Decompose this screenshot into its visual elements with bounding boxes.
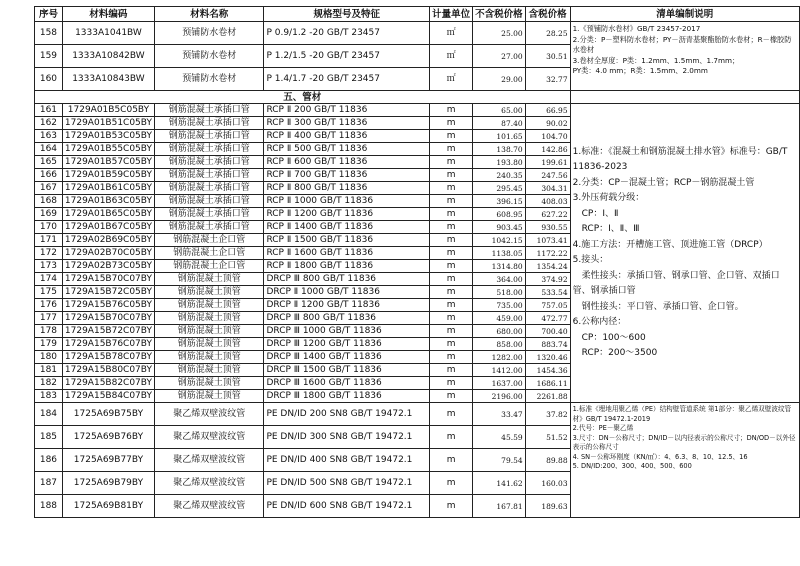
price-excl-tax: 735.00 (473, 299, 526, 312)
material-name: 钢筋混凝土承插口管 (154, 130, 263, 143)
material-name: 钢筋混凝土顶管 (154, 364, 263, 377)
material-spec: DRCP Ⅲ 1500 GB/T 11836 (264, 364, 430, 377)
material-code: 1729A01B57C05BY (62, 156, 154, 169)
material-spec: DRCP Ⅲ 1800 GB/T 11836 (264, 390, 430, 403)
material-name: 预铺防水卷材 (154, 22, 263, 45)
row-number: 186 (35, 449, 63, 472)
price-incl-tax: 757.05 (525, 299, 570, 312)
material-spec: DRCP Ⅲ 1600 GB/T 11836 (264, 377, 430, 390)
material-name: 钢筋混凝土顶管 (154, 351, 263, 364)
row-number: 173 (35, 260, 63, 273)
row-number: 181 (35, 364, 63, 377)
description-line: 2.分类：CP－混凝土管；RCP－钢筋混凝土管 (572, 177, 755, 188)
material-spec: RCP Ⅱ 1400 GB/T 11836 (264, 221, 430, 234)
description-line: 4.施工方法：开槽施工管、顶进施工管（DRCP） (572, 239, 768, 250)
material-spec: DRCP Ⅲ 1000 GB/T 11836 (264, 325, 430, 338)
material-code: 1729A02B73C05BY (62, 260, 154, 273)
price-incl-tax: 2261.88 (525, 390, 570, 403)
price-excl-tax: 141.62 (473, 472, 526, 495)
material-spec: RCP Ⅱ 1500 GB/T 11836 (264, 234, 430, 247)
material-name: 钢筋混凝土承插口管 (154, 208, 263, 221)
table-row (35, 104, 800, 117)
material-spec: DRCP Ⅲ 1400 GB/T 11836 (264, 351, 430, 364)
price-excl-tax: 33.47 (473, 403, 526, 426)
material-spec: PE DN/ID 400 SN8 GB/T 19472.1 (264, 449, 430, 472)
material-code: 1729A01B55C05BY (62, 143, 154, 156)
price-excl-tax: 295.45 (473, 182, 526, 195)
price-excl-tax: 608.95 (473, 208, 526, 221)
row-number: 164 (35, 143, 63, 156)
section-row (35, 91, 800, 104)
material-spec: RCP Ⅱ 400 GB/T 11836 (264, 130, 430, 143)
unit: m (430, 390, 473, 403)
header-price-ex: 不含税价格 (473, 7, 526, 22)
material-spec: RCP Ⅱ 1200 GB/T 11836 (264, 208, 430, 221)
price-excl-tax: 27.00 (473, 45, 526, 68)
material-spec: RCP Ⅱ 800 GB/T 11836 (264, 182, 430, 195)
row-number: 171 (35, 234, 63, 247)
row-number: 168 (35, 195, 63, 208)
material-code: 1725A69B75BY (62, 403, 154, 426)
material-name: 聚乙烯双壁波纹管 (154, 472, 263, 495)
price-incl-tax: 30.51 (525, 45, 570, 68)
description-line: CP：100～600 (572, 332, 646, 343)
price-excl-tax: 25.00 (473, 22, 526, 45)
price-excl-tax: 87.40 (473, 117, 526, 130)
unit: m (430, 130, 473, 143)
row-number: 182 (35, 377, 63, 390)
price-incl-tax: 1354.24 (525, 260, 570, 273)
unit: m (430, 377, 473, 390)
row-number: 167 (35, 182, 63, 195)
group-a-description (570, 22, 799, 91)
price-excl-tax: 518.00 (473, 286, 526, 299)
material-spec: RCP Ⅱ 1000 GB/T 11836 (264, 195, 430, 208)
unit: m (430, 234, 473, 247)
material-spec: RCP Ⅱ 300 GB/T 11836 (264, 117, 430, 130)
price-incl-tax: 1454.36 (525, 364, 570, 377)
unit: m (430, 208, 473, 221)
unit: m (430, 195, 473, 208)
material-spec: PE DN/ID 600 SN8 GB/T 19472.1 (264, 495, 430, 518)
row-number: 183 (35, 390, 63, 403)
unit: m (430, 338, 473, 351)
header-desc: 清单编制说明 (570, 7, 799, 22)
description-line: 1.标准：《混凝土和钢筋混凝土排水管》标准号：GB/T 11836-2023 (572, 146, 788, 172)
unit: m (430, 403, 473, 426)
price-excl-tax: 29.00 (473, 68, 526, 91)
description-line: RCP：200～3500 (572, 348, 658, 358)
material-spec: RCP Ⅱ 1800 GB/T 11836 (264, 260, 430, 273)
unit: m (430, 273, 473, 286)
material-name: 钢筋混凝土承插口管 (154, 221, 263, 234)
price-incl-tax: 66.95 (525, 104, 570, 117)
material-code: 1729A01B53C05BY (62, 130, 154, 143)
material-name: 预铺防水卷材 (154, 45, 263, 68)
material-name: 钢筋混凝土企口管 (154, 234, 263, 247)
price-incl-tax: 374.92 (525, 273, 570, 286)
material-name: 钢筋混凝土企口管 (154, 260, 263, 273)
row-number: 166 (35, 169, 63, 182)
price-excl-tax: 65.00 (473, 104, 526, 117)
unit: m (430, 364, 473, 377)
price-incl-tax: 32.77 (525, 68, 570, 91)
description-line: 柔性接头：承插口管、钢承口管、企口管、双插口管、钢承插口管 (572, 270, 780, 296)
price-incl-tax: 104.70 (525, 130, 570, 143)
material-code: 1333A10842BW (62, 45, 154, 68)
description-line: CP：Ⅰ、Ⅱ (572, 208, 619, 219)
row-number: 159 (35, 45, 63, 68)
price-excl-tax: 364.00 (473, 273, 526, 286)
price-incl-tax: 189.63 (525, 495, 570, 518)
price-excl-tax: 1282.00 (473, 351, 526, 364)
table-body (35, 22, 800, 518)
description-line: PY类：4.0 mm；R类：1.5mm、2.0mm (572, 66, 708, 75)
description-line: 3.外压荷载分级： (572, 193, 645, 203)
description-line: 钢性接头：平口管、承插口管、企口管。 (572, 301, 744, 312)
material-name: 钢筋混凝土承插口管 (154, 143, 263, 156)
description-line: 5. DN/ID:200、300、400、500、600 (572, 462, 692, 470)
description-line: 6.公称内径： (572, 317, 627, 327)
unit: m (430, 312, 473, 325)
material-name: 聚乙烯双壁波纹管 (154, 426, 263, 449)
material-spec: P 1.4/1.7 -20 GB/T 23457 (264, 68, 430, 91)
material-spec: PE DN/ID 500 SN8 GB/T 19472.1 (264, 472, 430, 495)
unit: m (430, 247, 473, 260)
unit: m (430, 495, 473, 518)
price-incl-tax: 1172.22 (525, 247, 570, 260)
price-incl-tax: 37.82 (525, 403, 570, 426)
material-name: 钢筋混凝土企口管 (154, 247, 263, 260)
description-line: 3.尺寸：DN－公称尺寸；DN/ID－以内径表示的公称尺寸；DN/OD－以外径表示的公称尺寸 (572, 433, 796, 451)
unit: m (430, 169, 473, 182)
material-spec: P 0.9/1.2 -20 GB/T 23457 (264, 22, 430, 45)
material-name: 钢筋混凝土顶管 (154, 390, 263, 403)
row-number: 187 (35, 472, 63, 495)
description-line: 3.卷材全厚度：P类：1.2mm、1.5mm、1.7mm； (572, 55, 740, 65)
material-spec: DRCP Ⅲ 1200 GB/T 11836 (264, 338, 430, 351)
material-code: 1729A01B67C05BY (62, 221, 154, 234)
material-spec: RCP Ⅱ 1600 GB/T 11836 (264, 247, 430, 260)
material-name: 钢筋混凝土顶管 (154, 325, 263, 338)
row-number: 160 (35, 68, 63, 91)
material-name: 钢筋混凝土顶管 (154, 273, 263, 286)
material-name: 钢筋混凝土顶管 (154, 377, 263, 390)
material-code: 1725A69B79BY (62, 472, 154, 495)
price-incl-tax: 408.03 (525, 195, 570, 208)
unit: m (430, 104, 473, 117)
price-incl-tax: 883.74 (525, 338, 570, 351)
price-incl-tax: 930.55 (525, 221, 570, 234)
description-line: 1.标准《埋地用聚乙烯（PE）结构壁管道系统 第1部分：聚乙烯双壁波纹管材》GB/T 19472.1-2019 (572, 405, 792, 423)
material-code: 1729A15B76C07BY (62, 338, 154, 351)
unit: m (430, 156, 473, 169)
price-excl-tax: 1138.05 (473, 247, 526, 260)
material-spec: DRCP Ⅱ 1200 GB/T 11836 (264, 299, 430, 312)
header-spec: 规格型号及特征 (264, 7, 430, 22)
header-price-in: 含税价格 (525, 7, 570, 22)
material-name: 钢筋混凝土顶管 (154, 286, 263, 299)
material-code: 1729A15B82C07BY (62, 377, 154, 390)
row-number: 163 (35, 130, 63, 143)
material-code: 1729A01B61C05BY (62, 182, 154, 195)
price-incl-tax: 304.31 (525, 182, 570, 195)
unit: m (430, 472, 473, 495)
material-code: 1729A01B51C05BY (62, 117, 154, 130)
section-title: 五、管材 (35, 91, 571, 104)
description-line: 5.接头： (572, 255, 609, 265)
material-name: 钢筋混凝土承插口管 (154, 195, 263, 208)
material-spec: RCP Ⅱ 200 GB/T 11836 (264, 104, 430, 117)
material-code: 1729A15B72C07BY (62, 325, 154, 338)
group-b-description (570, 104, 799, 403)
description-line: 2.分类：P－塑料防水卷材；PY－沥青基聚酯胎防水卷材；R－橡胶防水卷材 (572, 34, 792, 54)
row-number: 185 (35, 426, 63, 449)
price-incl-tax: 533.54 (525, 286, 570, 299)
unit: m (430, 286, 473, 299)
header-name: 材料名称 (154, 7, 263, 22)
unit: m (430, 117, 473, 130)
material-code: 1729A02B70C05BY (62, 247, 154, 260)
group-c-description (570, 403, 799, 518)
material-spec: DRCP Ⅱ 1000 GB/T 11836 (264, 286, 430, 299)
price-excl-tax: 1637.00 (473, 377, 526, 390)
price-excl-tax: 858.00 (473, 338, 526, 351)
material-name: 聚乙烯双壁波纹管 (154, 495, 263, 518)
price-excl-tax: 680.00 (473, 325, 526, 338)
material-name: 钢筋混凝土承插口管 (154, 169, 263, 182)
material-code: 1729A15B76C05BY (62, 299, 154, 312)
price-incl-tax: 1073.41 (525, 234, 570, 247)
row-number: 175 (35, 286, 63, 299)
price-excl-tax: 101.65 (473, 130, 526, 143)
unit: m (430, 325, 473, 338)
unit: m (430, 221, 473, 234)
price-table (34, 6, 800, 518)
unit: m (430, 426, 473, 449)
unit: m (430, 143, 473, 156)
price-incl-tax: 160.03 (525, 472, 570, 495)
material-code: 1333A10843BW (62, 68, 154, 91)
section-desc-blank (570, 91, 799, 104)
description-line: RCP：Ⅰ、Ⅱ、Ⅲ (572, 224, 640, 234)
price-incl-tax: 89.88 (525, 449, 570, 472)
price-incl-tax: 247.56 (525, 169, 570, 182)
header-code: 材料编码 (62, 7, 154, 22)
material-spec: RCP Ⅱ 500 GB/T 11836 (264, 143, 430, 156)
material-name: 钢筋混凝土承插口管 (154, 156, 263, 169)
price-excl-tax: 79.54 (473, 449, 526, 472)
row-number: 172 (35, 247, 63, 260)
table-row (35, 403, 800, 426)
material-code: 1725A69B81BY (62, 495, 154, 518)
unit: m (430, 182, 473, 195)
price-excl-tax: 138.70 (473, 143, 526, 156)
price-incl-tax: 1686.11 (525, 377, 570, 390)
material-code: 1729A01B59C05BY (62, 169, 154, 182)
header-no: 序号 (35, 7, 63, 22)
price-excl-tax: 45.59 (473, 426, 526, 449)
material-code: 1729A15B80C07BY (62, 364, 154, 377)
price-excl-tax: 1314.80 (473, 260, 526, 273)
price-incl-tax: 28.25 (525, 22, 570, 45)
material-spec: RCP Ⅱ 600 GB/T 11836 (264, 156, 430, 169)
price-excl-tax: 1412.00 (473, 364, 526, 377)
material-code: 1725A69B77BY (62, 449, 154, 472)
material-name: 钢筋混凝土承插口管 (154, 182, 263, 195)
row-number: 178 (35, 325, 63, 338)
material-name: 聚乙烯双壁波纹管 (154, 403, 263, 426)
price-incl-tax: 51.52 (525, 426, 570, 449)
description-line: 2.代号：PE－聚乙烯 (572, 424, 634, 432)
row-number: 162 (35, 117, 63, 130)
header-unit: 计量单位 (430, 7, 473, 22)
unit: m (430, 351, 473, 364)
table-row (35, 22, 800, 45)
price-incl-tax: 1320.46 (525, 351, 570, 364)
unit: ㎡ (430, 45, 473, 68)
row-number: 169 (35, 208, 63, 221)
row-number: 165 (35, 156, 63, 169)
header-row (35, 7, 800, 22)
material-code: 1729A15B84C07BY (62, 390, 154, 403)
material-name: 聚乙烯双壁波纹管 (154, 449, 263, 472)
material-code: 1725A69B76BY (62, 426, 154, 449)
material-name: 预铺防水卷材 (154, 68, 263, 91)
row-number: 176 (35, 299, 63, 312)
price-excl-tax: 396.15 (473, 195, 526, 208)
row-number: 188 (35, 495, 63, 518)
price-incl-tax: 627.22 (525, 208, 570, 221)
description-line: 4. SN－公称环刚度（KN/㎡）：4、6.3、8、10、12.5、16 (572, 452, 748, 461)
unit: ㎡ (430, 68, 473, 91)
price-excl-tax: 167.81 (473, 495, 526, 518)
material-spec: DRCP Ⅲ 800 GB/T 11836 (264, 312, 430, 325)
price-excl-tax: 193.80 (473, 156, 526, 169)
price-incl-tax: 700.40 (525, 325, 570, 338)
row-number: 177 (35, 312, 63, 325)
unit: ㎡ (430, 22, 473, 45)
material-code: 1729A15B72C05BY (62, 286, 154, 299)
material-name: 钢筋混凝土承插口管 (154, 117, 263, 130)
price-excl-tax: 903.45 (473, 221, 526, 234)
price-list-sheet (34, 6, 800, 518)
row-number: 170 (35, 221, 63, 234)
material-spec: PE DN/ID 200 SN8 GB/T 19472.1 (264, 403, 430, 426)
material-code: 1729A15B70C07BY (62, 312, 154, 325)
material-name: 钢筋混凝土顶管 (154, 312, 263, 325)
row-number: 174 (35, 273, 63, 286)
material-spec: P 1.2/1.5 -20 GB/T 23457 (264, 45, 430, 68)
material-code: 1333A1041BW (62, 22, 154, 45)
row-number: 161 (35, 104, 63, 117)
material-code: 1729A01B65C05BY (62, 208, 154, 221)
unit: m (430, 260, 473, 273)
material-code: 1729A01B5C05BY (62, 104, 154, 117)
price-incl-tax: 199.61 (525, 156, 570, 169)
material-name: 钢筋混凝土顶管 (154, 299, 263, 312)
material-name: 钢筋混凝土承插口管 (154, 104, 263, 117)
price-incl-tax: 90.02 (525, 117, 570, 130)
price-excl-tax: 2196.00 (473, 390, 526, 403)
price-incl-tax: 142.86 (525, 143, 570, 156)
price-excl-tax: 459.00 (473, 312, 526, 325)
material-code: 1729A02B69C05BY (62, 234, 154, 247)
price-excl-tax: 1042.15 (473, 234, 526, 247)
material-code: 1729A01B63C05BY (62, 195, 154, 208)
unit: m (430, 449, 473, 472)
material-spec: DRCP Ⅲ 800 GB/T 11836 (264, 273, 430, 286)
price-excl-tax: 240.35 (473, 169, 526, 182)
material-code: 1729A15B78C07BY (62, 351, 154, 364)
material-code: 1729A15B70C07BY (62, 273, 154, 286)
row-number: 180 (35, 351, 63, 364)
description-line: 1.《预铺防水卷材》GB/T 23457-2017 (572, 24, 701, 33)
price-incl-tax: 472.77 (525, 312, 570, 325)
material-name: 钢筋混凝土顶管 (154, 338, 263, 351)
row-number: 184 (35, 403, 63, 426)
row-number: 179 (35, 338, 63, 351)
row-number: 158 (35, 22, 63, 45)
material-spec: PE DN/ID 300 SN8 GB/T 19472.1 (264, 426, 430, 449)
unit: m (430, 299, 473, 312)
material-spec: RCP Ⅱ 700 GB/T 11836 (264, 169, 430, 182)
